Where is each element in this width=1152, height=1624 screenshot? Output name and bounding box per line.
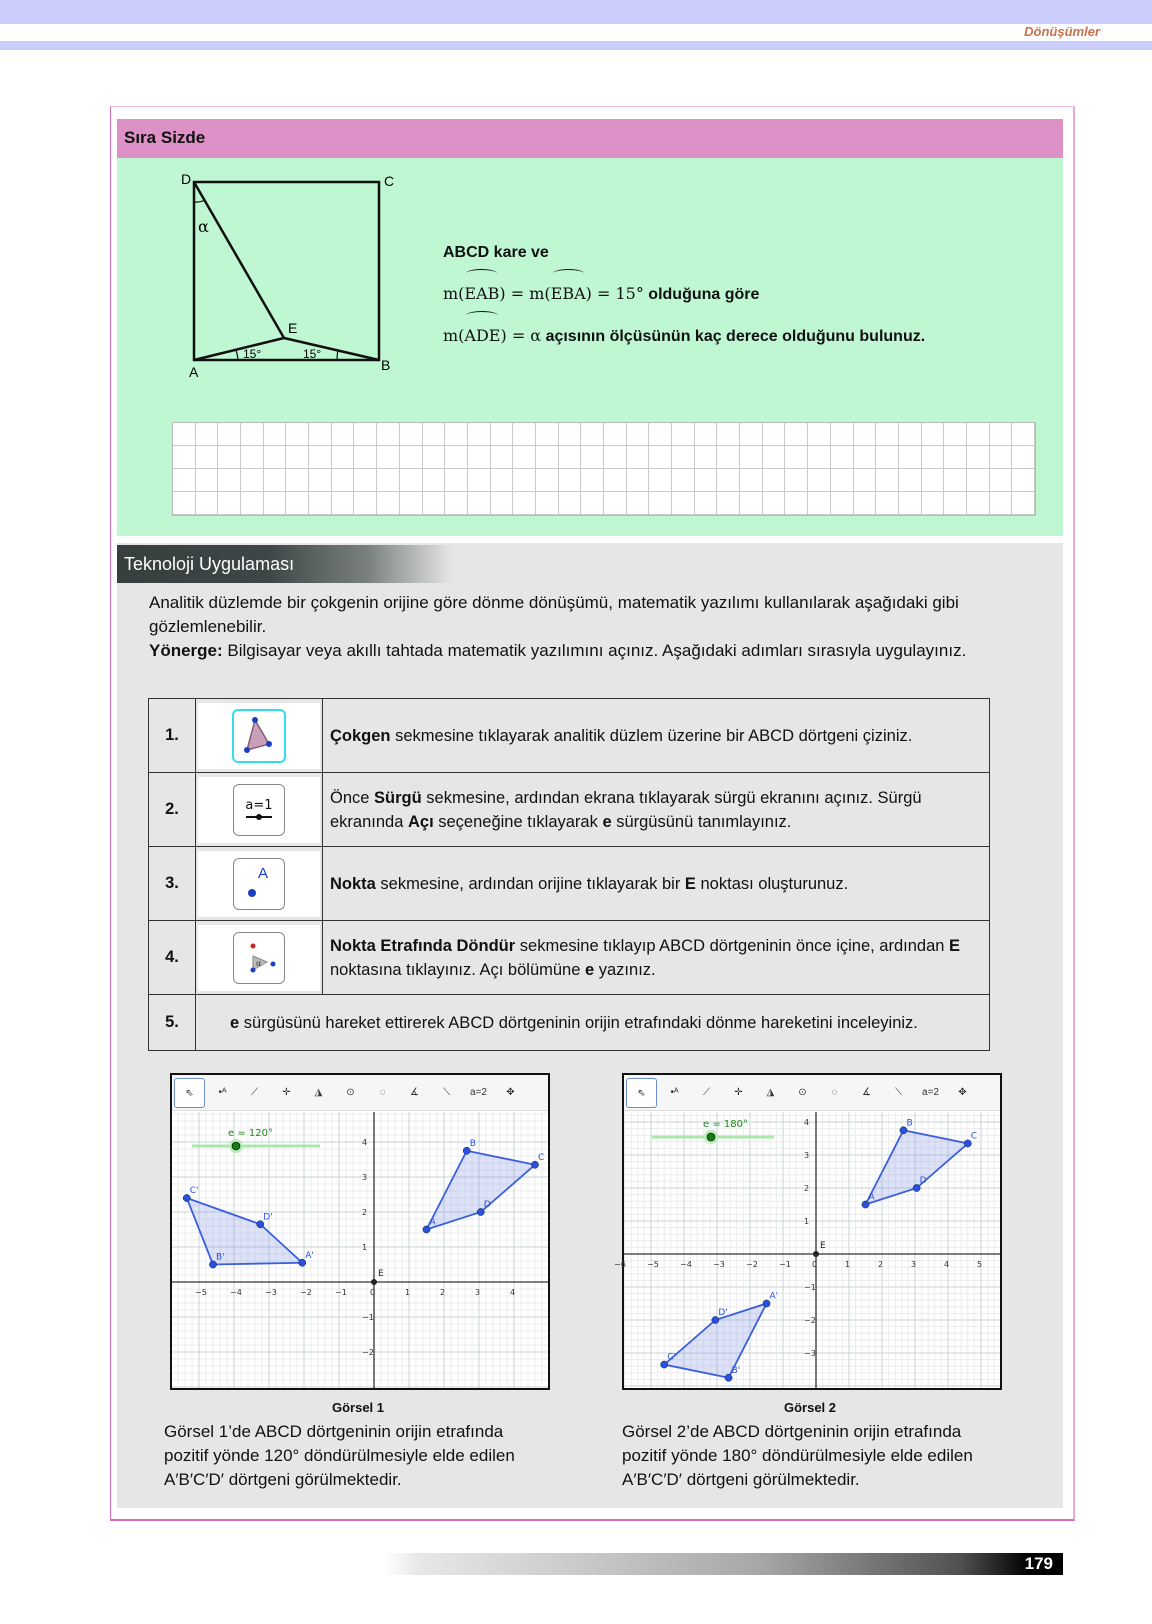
grid-cell[interactable] (581, 446, 604, 469)
grid-cell[interactable] (922, 446, 945, 469)
svg-text:3: 3 (911, 1260, 917, 1269)
grid-cell[interactable] (354, 492, 377, 515)
grid-cell[interactable] (785, 423, 808, 446)
grid-cell[interactable] (649, 423, 672, 446)
svg-text:1: 1 (362, 1243, 368, 1252)
grid-cell[interactable] (309, 446, 332, 469)
svg-text:0: 0 (370, 1288, 376, 1297)
rotate-around-point-icon (233, 932, 285, 984)
svg-text:B': B' (216, 1252, 225, 1263)
grid-cell[interactable] (559, 469, 582, 492)
svg-text:−1: −1 (362, 1313, 374, 1322)
svg-text:α: α (256, 958, 262, 968)
grid-cell[interactable] (264, 492, 287, 515)
svg-text:−4: −4 (680, 1260, 692, 1269)
grid-cell[interactable] (445, 492, 468, 515)
svg-text:−3: −3 (265, 1288, 277, 1297)
grid-cell[interactable] (876, 423, 899, 446)
svg-text:−3: −3 (804, 1349, 816, 1358)
figure-2-title: Görsel 2 (783, 1400, 837, 1415)
point-icon[interactable]: •ᴬ (660, 1078, 689, 1106)
top-thin-band (0, 41, 1152, 50)
grid-cell[interactable] (196, 492, 219, 515)
grid-cell[interactable] (604, 469, 627, 492)
svg-text:A: A (868, 1192, 875, 1203)
grid-cell[interactable] (944, 423, 967, 446)
svg-text:−2: −2 (746, 1260, 758, 1269)
grid-cell[interactable] (400, 492, 423, 515)
grid-cell[interactable] (695, 492, 718, 515)
grid-cell[interactable] (717, 423, 740, 446)
problem-line1: ABCD kare ve (443, 244, 549, 261)
grid-cell[interactable] (354, 423, 377, 446)
grid-cell[interactable] (990, 469, 1013, 492)
grid-cell[interactable] (649, 469, 672, 492)
grid-cell[interactable] (899, 469, 922, 492)
grid-cell[interactable] (763, 423, 786, 446)
grid-cell[interactable] (196, 446, 219, 469)
reflect-icon[interactable]: ⟍ (432, 1078, 461, 1106)
geogebra-toolbar (624, 1075, 1000, 1111)
grid-cell[interactable] (672, 492, 695, 515)
grid-cell[interactable] (808, 469, 831, 492)
grid-cell[interactable] (649, 446, 672, 469)
math-m: m( (443, 326, 465, 345)
grid-cell[interactable] (377, 469, 400, 492)
grid-cell[interactable] (740, 446, 763, 469)
circle-three-points-icon[interactable]: ◌ (820, 1078, 849, 1106)
grid-cell[interactable] (876, 492, 899, 515)
step-number: 2. (149, 773, 196, 847)
math-eq: ) = m( (499, 284, 551, 303)
yonerge-text: Bilgisayar veya akıllı tahtada matematik yazılımını açınız. Aşağıdaki adımları sırasıyla uygulayınız. (222, 641, 967, 660)
grid-cell[interactable] (468, 423, 491, 446)
vertex-B: B (381, 357, 391, 373)
step-row (149, 699, 990, 773)
svg-text:4: 4 (362, 1138, 368, 1147)
grid-cell[interactable] (763, 469, 786, 492)
grid-cell[interactable] (944, 446, 967, 469)
svg-text:1: 1 (405, 1288, 411, 1297)
svg-text:B: B (469, 1138, 476, 1149)
vertex-A: A (189, 364, 199, 380)
problem-statement (443, 234, 925, 355)
grid-cell[interactable] (536, 492, 559, 515)
step-number: 4. (149, 921, 196, 995)
grid-cell[interactable] (854, 446, 877, 469)
svg-text:2: 2 (440, 1288, 446, 1297)
yonerge-label: Yönerge: (149, 641, 223, 660)
svg-text:2: 2 (362, 1208, 368, 1217)
coordinate-plane-2[interactable] (614, 1112, 1000, 1388)
grid-cell[interactable] (627, 469, 650, 492)
slider-icon[interactable]: a=2 (464, 1078, 493, 1106)
grid-cell[interactable] (173, 492, 196, 515)
angle-icon[interactable]: ∡ (852, 1078, 881, 1106)
svg-text:−6: −6 (614, 1260, 626, 1269)
svg-text:−4: −4 (230, 1288, 242, 1297)
svg-text:−2: −2 (300, 1288, 312, 1297)
move-arrow-icon[interactable]: ⇖ (174, 1078, 205, 1108)
svg-text:e = 180°: e = 180° (703, 1119, 748, 1130)
svg-text:E: E (378, 1269, 384, 1279)
svg-text:4: 4 (804, 1118, 810, 1127)
geogebra-figure-1 (170, 1073, 550, 1390)
teknoloji-title: Teknoloji Uygulaması (124, 554, 295, 574)
grid-cell[interactable] (218, 492, 241, 515)
figure-1-caption: Görsel 1’de ABCD dörtgeninin orijin etrafında pozitif yönde 120° döndürülmesiyle elde edilen A′B′C′D′ dörtgeni görülmektedir. (164, 1422, 515, 1489)
svg-text:3: 3 (362, 1173, 368, 1182)
alpha-label: α (198, 217, 209, 236)
grid-cell[interactable] (536, 446, 559, 469)
figure-1-title: Görsel 1 (331, 1400, 385, 1415)
slider-tool-icon: a=1 (233, 784, 285, 836)
step-row (149, 847, 990, 921)
svg-text:C': C' (189, 1186, 199, 1196)
grid-cell[interactable] (286, 423, 309, 446)
grid-cell[interactable] (445, 446, 468, 469)
grid-cell[interactable] (990, 423, 1013, 446)
teknoloji-header (117, 545, 452, 583)
svg-text:−2: −2 (362, 1348, 374, 1357)
grid-cell[interactable] (400, 423, 423, 446)
svg-text:2: 2 (878, 1260, 884, 1269)
grid-cell[interactable] (309, 469, 332, 492)
grid-cell[interactable] (1012, 423, 1035, 446)
grid-cell[interactable] (1012, 492, 1035, 515)
grid-cell[interactable] (423, 446, 446, 469)
grid-cell[interactable] (763, 446, 786, 469)
svg-text:−2: −2 (804, 1316, 816, 1325)
grid-cell[interactable] (1012, 446, 1035, 469)
grid-cell[interactable] (695, 469, 718, 492)
perpendicular-icon[interactable]: ✛ (272, 1078, 301, 1106)
grid-cell[interactable] (899, 492, 922, 515)
circle-three-points-icon[interactable]: ◌ (368, 1078, 397, 1106)
svg-text:A': A' (305, 1250, 314, 1261)
grid-cell[interactable] (332, 469, 355, 492)
figure-2-caption: Görsel 2’de ABCD dörtgeninin orijin etrafında pozitif yönde 180° döndürülmesiyle elde edilen A′B′C′D′ dörtgeni görülmektedir. (622, 1422, 973, 1489)
line-icon[interactable]: ⟋ (692, 1078, 721, 1106)
polygon-tool-icon (232, 709, 286, 763)
svg-text:2: 2 (804, 1184, 810, 1193)
chapter-title: Dönüşümler (1024, 24, 1100, 39)
grid-cell[interactable] (581, 423, 604, 446)
grid-cell[interactable] (445, 469, 468, 492)
step-text: Nokta Etrafında Döndür sekmesine tıklayıp ABCD dörtgeninin önce içine, ardından E noktasına tıklayınız. Açı bölümüne e yazınız. (323, 921, 990, 995)
grid-cell[interactable] (740, 469, 763, 492)
step-row (149, 921, 990, 995)
steps-table (148, 698, 990, 1051)
vertex-E: E (288, 320, 298, 336)
grid-cell[interactable] (990, 446, 1013, 469)
grid-cell[interactable] (581, 469, 604, 492)
perpendicular-icon[interactable]: ✛ (724, 1078, 753, 1106)
grid-cell[interactable] (400, 469, 423, 492)
answer-grid[interactable] (172, 422, 1036, 516)
grid-cell[interactable] (536, 423, 559, 446)
grid-cell[interactable] (695, 446, 718, 469)
svg-text:B': B' (731, 1365, 741, 1376)
geogebra-figure-2 (614, 1073, 1002, 1390)
grid-cell[interactable] (967, 423, 990, 446)
grid-cell[interactable] (241, 446, 264, 469)
sira-sizde-section (117, 119, 1063, 536)
grid-cell[interactable] (876, 446, 899, 469)
math-value: ) = 15° (585, 284, 644, 303)
svg-text:A': A' (769, 1291, 779, 1302)
angle-ADE: ADE (464, 313, 500, 354)
grid-cell[interactable] (581, 492, 604, 515)
svg-text:5: 5 (977, 1260, 983, 1269)
grid-cell[interactable] (536, 469, 559, 492)
svg-text:C: C (970, 1131, 978, 1142)
step-text: Önce Sürgü sekmesine, ardından ekrana tıklayarak sürgü ekranını açınız. Sürgü ekranında Açı seçeneğine tıklayarak e sürgüsünü tanımlayınız. (323, 773, 990, 847)
grid-cell[interactable] (354, 469, 377, 492)
grid-cell[interactable] (513, 446, 536, 469)
grid-cell[interactable] (785, 492, 808, 515)
footer-bar (384, 1553, 1063, 1575)
grid-cell[interactable] (944, 469, 967, 492)
svg-text:−1: −1 (335, 1288, 347, 1297)
grid-cell[interactable] (695, 423, 718, 446)
top-color-band (0, 0, 1152, 24)
move-view-icon[interactable]: ✥ (496, 1078, 525, 1106)
grid-cell[interactable] (286, 469, 309, 492)
svg-text:1: 1 (804, 1217, 810, 1226)
grid-cell[interactable] (604, 492, 627, 515)
grid-cell[interactable] (1012, 469, 1035, 492)
grid-cell[interactable] (423, 492, 446, 515)
svg-text:−5: −5 (195, 1288, 207, 1297)
coordinate-plane-1[interactable] (172, 1112, 548, 1388)
grid-cell[interactable] (377, 446, 400, 469)
svg-text:E: E (820, 1241, 826, 1251)
grid-cell[interactable] (513, 492, 536, 515)
vertex-C: C (384, 173, 395, 189)
grid-cell[interactable] (785, 469, 808, 492)
grid-cell[interactable] (944, 492, 967, 515)
step-text: e sürgüsünü hareket ettirerek ABCD dörtgeninin orijin etrafındaki dönme hareketini inceleyiniz. (196, 995, 990, 1051)
svg-text:D': D' (263, 1212, 273, 1223)
problem-line2-text: olduğuna göre (648, 286, 760, 303)
polygon-icon[interactable]: ◮ (304, 1078, 333, 1106)
square-diagram (181, 171, 421, 394)
grid-cell[interactable] (309, 492, 332, 515)
grid-cell[interactable] (740, 492, 763, 515)
grid-cell[interactable] (831, 423, 854, 446)
grid-cell[interactable] (854, 492, 877, 515)
vertex-D: D (181, 171, 192, 187)
grid-cell[interactable] (468, 446, 491, 469)
grid-cell[interactable] (831, 469, 854, 492)
grid-cell[interactable] (513, 423, 536, 446)
math-m: m( (443, 284, 465, 303)
grid-cell[interactable] (808, 446, 831, 469)
svg-text:−3: −3 (713, 1260, 725, 1269)
svg-text:e = 120°: e = 120° (228, 1128, 273, 1139)
step-number: 1. (149, 699, 196, 773)
grid-cell[interactable] (627, 446, 650, 469)
geogebra-toolbar (172, 1075, 548, 1111)
grid-cell[interactable] (491, 446, 514, 469)
grid-cell[interactable] (491, 492, 514, 515)
step-number: 3. (149, 847, 196, 921)
grid-cell[interactable] (854, 423, 877, 446)
grid-cell[interactable] (559, 423, 582, 446)
svg-text:B: B (906, 1118, 913, 1129)
grid-cell[interactable] (468, 469, 491, 492)
svg-text:−5: −5 (647, 1260, 659, 1269)
intro-text (149, 591, 1049, 663)
grid-cell[interactable] (990, 492, 1013, 515)
polygon-icon[interactable]: ◮ (756, 1078, 785, 1106)
angle-EAB: EAB (464, 271, 499, 312)
svg-text:D: D (919, 1176, 927, 1186)
grid-cell[interactable] (967, 492, 990, 515)
grid-cell[interactable] (196, 423, 219, 446)
problem-line3-text: açısının ölçüsünün kaç derece olduğunu bulunuz. (545, 328, 926, 345)
svg-text:4: 4 (944, 1260, 950, 1269)
grid-cell[interactable] (309, 423, 332, 446)
grid-cell[interactable] (922, 423, 945, 446)
svg-text:C': C' (667, 1352, 676, 1363)
svg-text:C: C (538, 1152, 545, 1163)
circle-center-icon[interactable]: ⊙ (336, 1078, 365, 1106)
intro-paragraph: Analitik düzlemde bir çokgenin orijine göre dönme dönüşümü, matematik yazılımı kullanılarak aşağıdaki gibi gözlemlenebilir. (149, 593, 959, 636)
grid-cell[interactable] (286, 446, 309, 469)
grid-cell[interactable] (264, 469, 287, 492)
move-arrow-icon[interactable]: ⇖ (626, 1078, 657, 1108)
reflect-icon[interactable]: ⟍ (884, 1078, 913, 1106)
page-number: 179 (1024, 1554, 1053, 1573)
grid-cell[interactable] (218, 469, 241, 492)
grid-cell[interactable] (899, 446, 922, 469)
grid-cell[interactable] (423, 469, 446, 492)
grid-cell[interactable] (423, 423, 446, 446)
grid-cell[interactable] (491, 469, 514, 492)
grid-cell[interactable] (377, 492, 400, 515)
step-text: Nokta sekmesine, ardından orijine tıklayarak bir E noktası oluşturunuz. (323, 847, 990, 921)
angle-left-label: 15° (243, 347, 262, 361)
grid-cell[interactable] (922, 469, 945, 492)
grid-cell[interactable] (740, 423, 763, 446)
slider-icon[interactable]: a=2 (916, 1078, 945, 1106)
grid-cell[interactable] (173, 446, 196, 469)
point-icon[interactable]: •ᴬ (208, 1078, 237, 1106)
teknoloji-section (117, 543, 1063, 1508)
grid-cell[interactable] (808, 492, 831, 515)
grid-cell[interactable] (445, 423, 468, 446)
grid-cell[interactable] (468, 492, 491, 515)
grid-cell[interactable] (286, 492, 309, 515)
grid-cell[interactable] (218, 446, 241, 469)
grid-cell[interactable] (241, 492, 264, 515)
svg-text:D': D' (718, 1308, 728, 1318)
point-tool-icon: A (233, 858, 285, 910)
grid-cell[interactable] (967, 446, 990, 469)
math-eq-alpha: ) = α (500, 326, 542, 345)
grid-cell[interactable] (785, 446, 808, 469)
grid-cell[interactable] (173, 423, 196, 446)
grid-cell[interactable] (808, 423, 831, 446)
svg-text:0: 0 (812, 1260, 818, 1269)
angle-right-label: 15° (303, 347, 322, 361)
circle-center-icon[interactable]: ⊙ (788, 1078, 817, 1106)
sira-sizde-header (117, 119, 1063, 158)
grid-cell[interactable] (559, 492, 582, 515)
step-number: 5. (149, 995, 196, 1051)
svg-text:−1: −1 (779, 1260, 791, 1269)
grid-cell[interactable] (354, 446, 377, 469)
grid-cell[interactable] (899, 423, 922, 446)
grid-cell[interactable] (717, 446, 740, 469)
grid-cell[interactable] (717, 492, 740, 515)
grid-cell[interactable] (264, 446, 287, 469)
grid-cell[interactable] (672, 446, 695, 469)
svg-text:3: 3 (475, 1288, 481, 1297)
grid-cell[interactable] (173, 469, 196, 492)
grid-cell[interactable] (218, 423, 241, 446)
svg-text:D: D (483, 1200, 491, 1210)
grid-cell[interactable] (491, 423, 514, 446)
grid-cell[interactable] (332, 446, 355, 469)
grid-cell[interactable] (922, 492, 945, 515)
step-row (149, 773, 990, 847)
step-text: Çokgen sekmesine tıklayarak analitik düzlem üzerine bir ABCD dörtgeni çiziniz. (323, 699, 990, 773)
svg-text:3: 3 (804, 1151, 810, 1160)
grid-cell[interactable] (513, 469, 536, 492)
step-row (149, 995, 990, 1051)
grid-cell[interactable] (332, 423, 355, 446)
angle-EBA: EBA (551, 271, 586, 312)
grid-cell[interactable] (831, 446, 854, 469)
grid-cell[interactable] (672, 423, 695, 446)
grid-cell[interactable] (831, 492, 854, 515)
grid-cell[interactable] (876, 469, 899, 492)
grid-cell[interactable] (604, 423, 627, 446)
grid-cell[interactable] (967, 469, 990, 492)
grid-cell[interactable] (264, 423, 287, 446)
svg-text:4: 4 (510, 1288, 516, 1297)
grid-cell[interactable] (241, 423, 264, 446)
grid-cell[interactable] (196, 469, 219, 492)
svg-text:−1: −1 (804, 1283, 816, 1292)
grid-cell[interactable] (377, 423, 400, 446)
sira-sizde-title: Sıra Sizde (124, 128, 206, 147)
grid-cell[interactable] (649, 492, 672, 515)
grid-cell[interactable] (763, 492, 786, 515)
move-view-icon[interactable]: ✥ (948, 1078, 977, 1106)
grid-cell[interactable] (400, 446, 423, 469)
grid-cell[interactable] (241, 469, 264, 492)
line-icon[interactable]: ⟋ (240, 1078, 269, 1106)
grid-cell[interactable] (332, 492, 355, 515)
grid-cell[interactable] (672, 469, 695, 492)
svg-text:A: A (429, 1217, 436, 1228)
grid-cell[interactable] (627, 492, 650, 515)
grid-cell[interactable] (717, 469, 740, 492)
svg-text:1: 1 (845, 1260, 851, 1269)
angle-icon[interactable]: ∡ (400, 1078, 429, 1106)
grid-cell[interactable] (854, 469, 877, 492)
grid-cell[interactable] (559, 446, 582, 469)
grid-cell[interactable] (627, 423, 650, 446)
grid-cell[interactable] (604, 446, 627, 469)
